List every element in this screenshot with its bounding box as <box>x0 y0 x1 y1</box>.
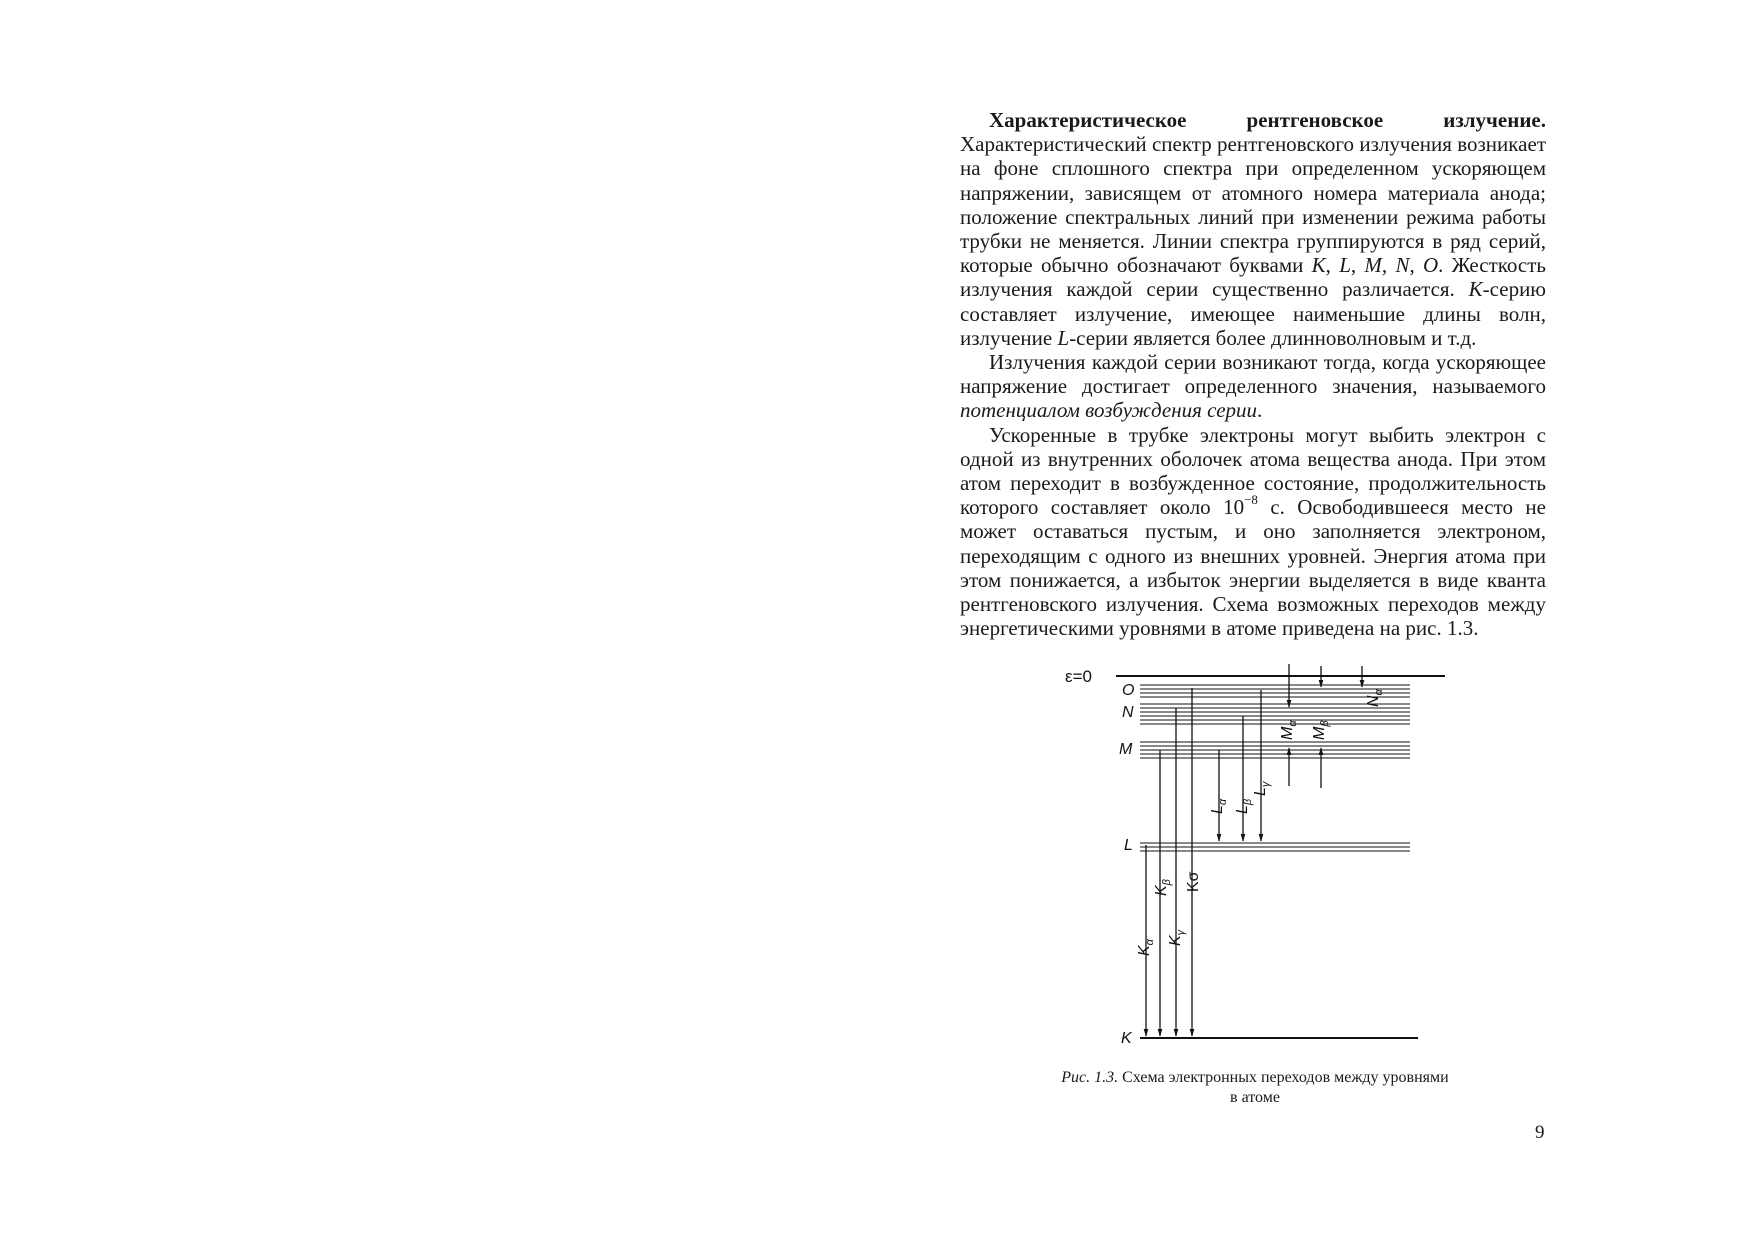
figure-caption-text: Схема электронных переходов между уровнями в атоме <box>1118 1069 1449 1106</box>
figure-caption <box>1060 1068 1450 1108</box>
label-l-gamma: $L_\gamma$ <box>1252 781 1272 796</box>
label-m-alpha: $M_\alpha$ <box>1279 720 1299 740</box>
page-text <box>960 108 1546 640</box>
paragraph-2: Излучения каждой серии возникают тогда, когда ускоряющее напряжение достигает определенного значения, называемого потенциалом возбуждения серии. <box>960 350 1546 423</box>
paragraph-3: Ускоренные в трубке электроны могут выбить электрон с одной из внутренних оболочек атома вещества анода. При этом атом переходит в возбужденное состояние, продолжительность которого составляет около $10^{-8}$ с. Освободившееся место не может оставаться пустым, и оно заполняется электроном, переходящим с одного из внешних уровней. Энергия атома при этом понижается, а избыток энергии выделяется в виде кванта рентгеновского излучения. Схема возможных переходов между энергетическими уровнями в атоме приведена на рис. 1.3. <box>960 422 1546 641</box>
figure-label: Рис. 1.3. <box>1061 1069 1119 1086</box>
emphasis-term: потенциалом возбуждения серии <box>960 398 1258 423</box>
label-k-sigma: Kσ <box>1185 871 1202 892</box>
label-n: N <box>1122 704 1134 721</box>
label-eps: ε=0 <box>1065 667 1092 686</box>
label-n-alpha: $N_\alpha$ <box>1365 689 1385 707</box>
label-l-beta: $L_\beta$ <box>1234 798 1254 814</box>
label-o: O <box>1122 682 1135 699</box>
paragraph-1: Характеристическое рентгеновское излучение. Характеристический спектр рентгеновского излучения возникает на фоне сплошного спектра при определенном ускоряющем напряжении, зависящем от атомного номера материала анода; положение спектральных линий при изменении режима работы трубки не меняется. Линии спектра группируются в ряд серий, которые обычно обозначают буквами K, L, M, N, O. Жесткость излучения каждой серии существенно различается. K-серию составляет излучение, имеющее наименьшие длины волн, излучение L-серии является более длинноволновым и т.д. <box>960 108 1547 350</box>
label-l: L <box>1124 837 1133 854</box>
label-k: K <box>1121 1030 1132 1047</box>
level-l <box>1140 843 1410 851</box>
label-k-gamma: $K_\gamma$ <box>1167 929 1187 946</box>
diagram-svg <box>1050 660 1450 1060</box>
level-o <box>1140 685 1410 697</box>
page-number: 9 <box>1535 1122 1545 1143</box>
l-series-arrows <box>1219 690 1261 841</box>
label-m: M <box>1119 741 1133 758</box>
label-m-beta: $M_\beta$ <box>1311 720 1331 740</box>
energy-level-diagram <box>1050 660 1450 1060</box>
label-k-alpha: $K_\alpha$ <box>1136 939 1156 956</box>
label-k-beta: $K_\beta$ <box>1153 879 1173 896</box>
label-l-alpha: $L_\alpha$ <box>1209 798 1229 814</box>
section-heading: Характеристическое рентгеновское излучение. <box>989 108 1546 132</box>
level-m <box>1140 742 1410 758</box>
k-series-arrows <box>1146 688 1192 1036</box>
